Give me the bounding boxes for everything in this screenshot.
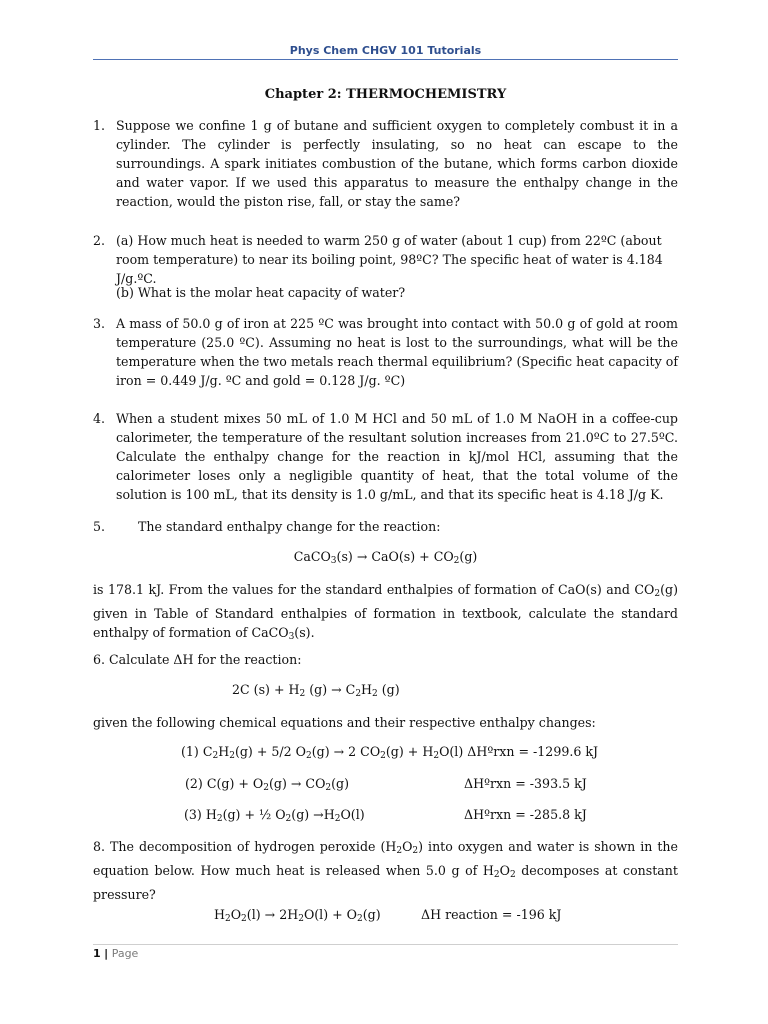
q6-reaction-3-enthalpy: ΔHºrxn = -285.8 kJ xyxy=(464,807,587,822)
q5-intro: The standard enthalpy change for the reaction: xyxy=(138,519,441,534)
page-number: 1 xyxy=(93,947,101,960)
q2-number: 2. xyxy=(93,233,106,248)
q5-equation: CaCO$_3$(s) → $CaO(s) + CO_2(g)$ xyxy=(293,549,478,566)
page-label: Page xyxy=(111,947,139,960)
q5-body: is 178.1 kJ. From the values for the standard enthalpies of formation of CaO(s) and $CO_2(g)$ given in Table of Standard enthalpies of formation in textbook, calculate the standard enthalpy of formation of CaCO$_3$(s). xyxy=(93,582,678,642)
q6-reaction-1: (1) $C_2H_2(g) + 5/2$ $O_2(g) \to 2$ $CO_2(g) + H_2O(l)$ ΔHºrxn = -1299.6 kJ xyxy=(181,744,599,761)
q1-number: 1. xyxy=(93,118,106,133)
chapter-title: Chapter 2: THERMOCHEMISTRY xyxy=(264,87,507,102)
q2b-text: (b) What is the molar heat capacity of water? xyxy=(116,285,406,300)
q8-enthalpy: ΔH reaction = -196 kJ xyxy=(421,907,562,922)
footer-divider xyxy=(93,944,678,945)
page-footer xyxy=(93,947,138,960)
q5-number: 5. xyxy=(93,519,106,534)
q6-equation: 2C $(s) + H_2$ $(g) \to C_2H_2$ (g) xyxy=(232,682,400,699)
q4-text: When a student mixes 50 mL of 1.0 M HCl and 50 mL of 1.0 M NaOH in a coffee-cup calorimeter, the temperature of the resultant solution increases from 21.0ºC to 27.5ºC. Calculate the enthalpy change for the reaction in kJ/mol HCl, assuming that the calorimeter loses only a negligible quantity of heat, that the total volume of the solution is 100 mL, that its density is 1.0 g/mL, and that its specific heat is 4.18 J/g K. xyxy=(116,411,678,502)
q6-given: given the following chemical equations and their respective enthalpy changes: xyxy=(93,715,596,730)
q8-body: 8. The decomposition of hydrogen peroxide $(H_2O_2)$ into oxygen and water is shown in the equation below. How much heat is released when 5.0 g of $H_2O_2$ decomposes at constant pressure? xyxy=(93,839,678,902)
q4-number: 4. xyxy=(93,411,106,426)
footer-separator: | xyxy=(104,947,109,960)
q1-text: Suppose we confine 1 g of butane and sufficient oxygen to completely combust it in a cylinder. The cylinder is perfectly insulating, so no heat can escape to the surroundings. A spark initiates combustion of the butane, which forms carbon dioxide and water vapor. If we used this apparatus to measure the enthalpy change in the reaction, would the piston rise, fall, or stay the same? xyxy=(116,118,678,209)
q3-text: A mass of 50.0 g of iron at 225 ºC was brought into contact with 50.0 g of gold at room temperature (25.0 ºC). Assuming no heat is lost to the surroundings, what will be the temperature when the two metals reach thermal equilibrium? (Specific heat capacity of iron = 0.449 J/g. ºC and gold = 0.128 J/g. ºC) xyxy=(116,316,678,388)
q6-reaction-2: (2) $C(g) + O_2(g) \to CO_2(g)$ xyxy=(185,776,350,793)
q8-equation: $H_2O_2(l) \to 2H_2O(l) + O_2(g)$ xyxy=(214,907,381,924)
header-divider xyxy=(93,59,678,60)
q2a-text: (a) How much heat is needed to warm 250 g of water (about 1 cup) from 22ºC (about room temperature) to near its boiling point, 98ºC? The specific heat of water is 4.184 J/g.ºC. xyxy=(116,233,663,286)
running-header: Phys Chem CHGV 101 Tutorials xyxy=(289,44,482,57)
q6-reaction-3: (3) $H_2(g)$ + ½ $O_2(g) \to H_2O(l)$ xyxy=(184,807,365,824)
q6-reaction-2-enthalpy: ΔHºrxn = -393.5 kJ xyxy=(464,776,587,791)
q3-number: 3. xyxy=(93,316,106,331)
q6-intro: 6. Calculate ΔH for the reaction: xyxy=(93,652,302,667)
